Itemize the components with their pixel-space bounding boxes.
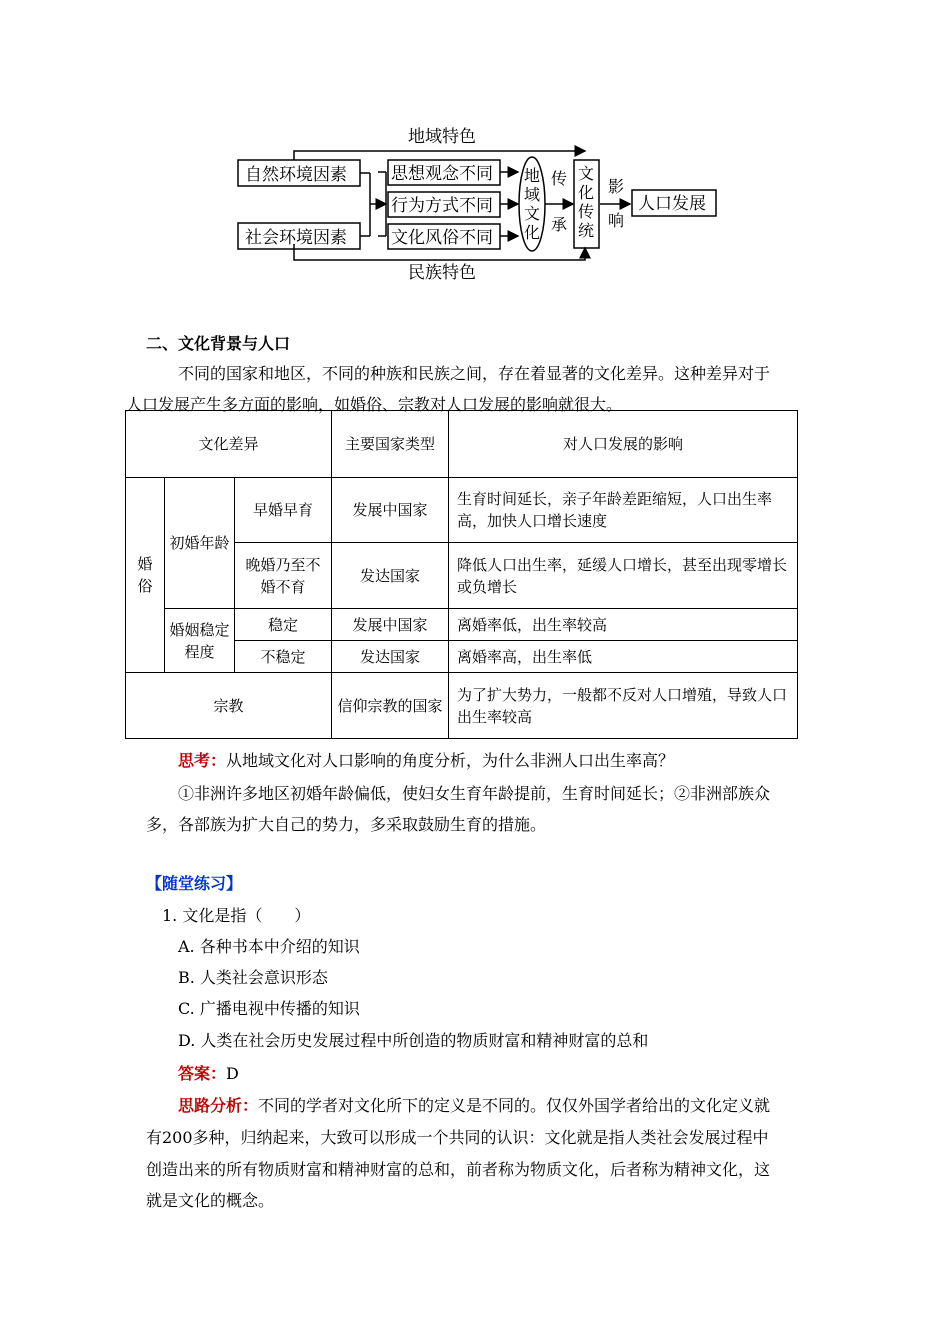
think-answer-line-2: 多，各部族为扩大自己的势力，多采取鼓励生育的措施。 — [146, 815, 547, 834]
row-effect: 降低人口出生率，延缓人口增长，甚至出现零增长或负增长 — [449, 543, 798, 609]
oval-char-2: 域 — [524, 185, 541, 204]
think-question — [178, 750, 674, 772]
answer-label: 答案： — [178, 1064, 227, 1083]
row-type: 发展中国家 — [332, 609, 449, 641]
tradition-char-2: 化 — [578, 183, 595, 202]
oval-char-3: 文 — [524, 204, 541, 223]
practice-question: 1. 文化是指（ ） — [162, 906, 311, 925]
analysis-line-4: 就是文化的概念。 — [146, 1191, 275, 1210]
row-effect: 为了扩大势力，一般都不反对人口增殖，导致人口出生率较高 — [449, 673, 798, 739]
marriage-age-cell: 初婚年龄 — [165, 478, 235, 609]
inherit-char-1: 传 — [551, 169, 568, 188]
option-c: C. 广播电视中传播的知识 — [178, 999, 360, 1018]
analysis-text-1: 不同的学者对文化所下的定义是不同的。仅仅外国学者给出的文化定义就 — [258, 1096, 771, 1115]
think-label: 思考： — [178, 751, 227, 770]
inherit-char-2: 承 — [551, 215, 568, 234]
custom-label: 文化风俗不同 — [391, 228, 493, 248]
practice-heading: 【随堂练习】 — [146, 874, 243, 893]
oval-char-4: 化 — [524, 223, 541, 242]
analysis-label: 思路分析： — [178, 1096, 259, 1115]
option-b: B. 人类社会意识形态 — [178, 968, 328, 987]
marriage-custom-cell: 婚俗 — [126, 478, 165, 673]
analysis-line-3: 创造出来的所有物质财富和精神财富的总和，前者称为物质文化，后者称为精神文化，这 — [146, 1160, 771, 1179]
header-country-type: 主要国家类型 — [332, 411, 449, 478]
row-item: 稳定 — [235, 609, 332, 641]
option-a: A. 各种书本中介绍的知识 — [178, 937, 360, 956]
option-d: D. 人类在社会历史发展过程中所创造的物质财富和精神财富的总和 — [178, 1031, 649, 1050]
row-type: 发达国家 — [332, 641, 449, 673]
behavior-label: 行为方式不同 — [391, 196, 493, 216]
row-type: 发达国家 — [332, 543, 449, 609]
oval-char-1: 地 — [524, 166, 541, 185]
diagram-top-label: 地域特色 — [408, 127, 476, 147]
section-heading: 二、文化背景与人口 — [146, 334, 291, 353]
row-item: 早婚早育 — [235, 478, 332, 543]
influence-char-1: 影 — [608, 177, 625, 196]
thought-label: 思想观念不同 — [391, 164, 493, 184]
row-type: 发展中国家 — [332, 478, 449, 543]
think-answer-line-1: ①非洲许多地区初婚年龄偏低，使妇女生育年龄提前，生育时间延长；②非洲部族众 — [178, 784, 771, 803]
tradition-char-3: 传 — [578, 202, 595, 221]
table-row — [126, 609, 798, 641]
intro-line-1: 不同的国家和地区，不同的种族和民族之间，存在着显著的文化差异。这种差异对于 — [178, 364, 771, 383]
influence-char-2: 响 — [608, 211, 625, 230]
tradition-char-1: 文 — [578, 164, 595, 183]
row-effect: 离婚率低，出生率较高 — [449, 609, 798, 641]
social-factor-label: 社会环境因素 — [245, 228, 347, 248]
answer-value: D — [226, 1064, 239, 1083]
diagram-bottom-label: 民族特色 — [408, 263, 476, 283]
marriage-stability-cell: 婚姻稳定程度 — [165, 609, 235, 673]
row-item: 晚婚乃至不婚不育 — [235, 543, 332, 609]
table-row — [126, 673, 798, 739]
row-type: 信仰宗教的国家 — [332, 673, 449, 739]
analysis-line-2: 有200多种，归纳起来，大致可以形成一个共同的认识：文化就是指人类社会发展过程中 — [146, 1128, 769, 1147]
header-effect: 对人口发展的影响 — [449, 411, 798, 478]
row-item: 不稳定 — [235, 641, 332, 673]
tradition-char-4: 统 — [578, 221, 595, 240]
row-effect: 生育时间延长，亲子年龄差距缩短，人口出生率高，加快人口增长速度 — [449, 478, 798, 543]
religion-cell: 宗教 — [126, 673, 332, 739]
table-header-row — [126, 411, 798, 478]
answer-line — [178, 1063, 239, 1085]
analysis-line-1 — [178, 1095, 770, 1117]
population-development-label: 人口发展 — [638, 194, 706, 214]
table-row — [126, 478, 798, 543]
header-culture-diff: 文化差异 — [126, 411, 332, 478]
natural-factor-label: 自然环境因素 — [245, 165, 347, 185]
intro-line-2: 人口发展产生多方面的影响，如婚俗、宗教对人口发展的影响就很大。 — [126, 395, 623, 414]
culture-difference-table — [125, 410, 798, 739]
row-effect: 离婚率高，出生率低 — [449, 641, 798, 673]
think-question-text: 从地域文化对人口影响的角度分析，为什么非洲人口出生率高？ — [226, 751, 675, 770]
culture-population-diagram — [228, 118, 728, 290]
